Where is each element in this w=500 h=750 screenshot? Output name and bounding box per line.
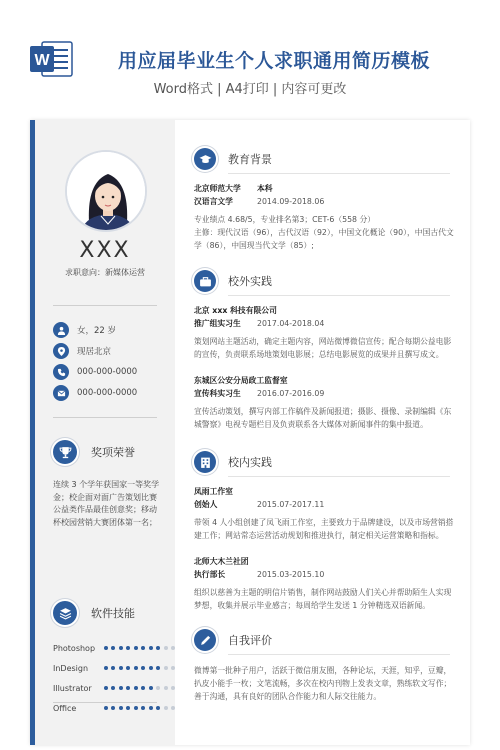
self-eval-block (194, 664, 456, 703)
skill-dot (164, 706, 168, 710)
skill-dot (164, 646, 168, 650)
graduation-cap-icon (194, 148, 216, 170)
skill-name: Office (53, 703, 77, 713)
education-gpa: 专业绩点 4.68/5，专业排名第3；CET-6（558 分） (194, 215, 376, 224)
phone-icon (53, 364, 69, 380)
skill-dot (119, 646, 123, 650)
skill-name: Illustrator (53, 683, 92, 693)
skill-dot (149, 646, 153, 650)
skill-dot (126, 666, 130, 670)
skill-dot (149, 706, 153, 710)
skill-dot (104, 686, 108, 690)
divider (228, 476, 450, 477)
skill-dot (126, 686, 130, 690)
email-text: 000-000-0000 (77, 388, 138, 398)
section-skills-title: 软件技能 (91, 607, 135, 620)
entry-role: 推广组实习生 (194, 319, 241, 328)
degree: 本科 (257, 184, 273, 193)
layers-icon (53, 601, 77, 625)
skill-dot (134, 706, 138, 710)
location-text: 现居北京 (77, 347, 112, 357)
skill-name: InDesign (53, 663, 89, 673)
skill-level-dots (104, 706, 176, 710)
divider (53, 305, 157, 306)
school-name: 北京师范大学 (194, 184, 241, 193)
skill-dot (104, 666, 108, 670)
section-oncampus-header (194, 451, 272, 473)
major: 汉语言文学 (194, 197, 233, 206)
skill-dot (111, 706, 115, 710)
skill-dot (119, 666, 123, 670)
info-email (53, 385, 137, 401)
page-header (0, 0, 500, 108)
briefcase-icon (194, 270, 216, 292)
entry-desc: 策划网站主题活动，确定主题内容，网站微博微信宣传；配合每期公益电影的宣传，负责联系场地策划电影展；总结电影展览的成果并且撰写成文。 (194, 337, 452, 359)
section-self-eval-header (194, 629, 272, 651)
building-icon (194, 451, 216, 473)
skill-level-dots (104, 686, 176, 690)
education-courses: 主修：现代汉语（96），古代汉语（92），中国文化概论（90），中国古代文学（86），中国现当代文学（85）; (194, 228, 454, 250)
section-oncampus-title: 校内实践 (228, 456, 272, 469)
avatar (65, 150, 147, 232)
divider (53, 417, 157, 418)
skill-dot (111, 646, 115, 650)
entry-org: 凤雨工作室 (194, 487, 233, 496)
skill-row (53, 682, 175, 694)
section-education-header (194, 148, 272, 170)
mail-icon (53, 385, 69, 401)
section-offcampus-title: 校外实践 (228, 275, 272, 288)
skill-dot (141, 706, 145, 710)
svg-text:W: W (34, 52, 50, 69)
entry-role: 宣传科实习生 (194, 389, 241, 398)
entry-org: 东城区公安分局政工监督室 (194, 376, 288, 385)
skill-dot (119, 706, 123, 710)
skill-dot (141, 686, 145, 690)
entry-period: 2015.07-2017.11 (257, 500, 325, 509)
entry-org: 北师大木兰社团 (194, 557, 249, 566)
oncampus-entry (194, 485, 456, 542)
page-title: 用应届毕业生个人求职通用简历模板 (118, 50, 431, 72)
pen-icon (194, 629, 216, 651)
skill-dot (164, 686, 168, 690)
skill-dot (141, 666, 145, 670)
divider (228, 654, 450, 655)
phone-text: 000-000-0000 (77, 367, 138, 377)
skill-dot (119, 686, 123, 690)
main-content (175, 120, 470, 745)
skill-dot (104, 646, 108, 650)
sidebar (35, 120, 175, 745)
skill-dot (104, 706, 108, 710)
divider (228, 173, 450, 174)
skill-dot (141, 646, 145, 650)
section-awards-title: 奖项荣誉 (91, 446, 135, 459)
entry-role: 执行部长 (194, 570, 226, 579)
entry-desc: 组织以慈善为主题的明信片销售，制作网站鼓励人们关心并帮助陌生人实现梦想，收集并展示毕业感言；每周给学生发送 1 分钟精选双语新闻。 (194, 588, 452, 610)
resume-page (30, 120, 470, 745)
skill-row (53, 702, 175, 714)
avatar-illustration-icon (67, 152, 147, 232)
info-phone (53, 364, 137, 380)
education-period: 2014.09-2018.06 (257, 197, 325, 206)
skill-dot (111, 686, 115, 690)
gender-age-text: 女，22 岁 (77, 326, 117, 336)
location-pin-icon (53, 343, 69, 359)
skill-dot (149, 666, 153, 670)
section-offcampus-header (194, 270, 272, 292)
skill-row (53, 662, 175, 674)
entry-period: 2017.04-2018.04 (257, 319, 325, 328)
skill-name: Photoshop (53, 643, 96, 653)
skill-row (53, 642, 175, 654)
offcampus-entry (194, 304, 456, 361)
skill-dot (156, 706, 160, 710)
entry-role: 创始人 (194, 500, 218, 509)
section-awards-header (53, 440, 135, 464)
entry-desc: 带领 4 人小组创建了凤飞雨工作室，主要致力于品牌建设，以及市场营销搭建工作；网站常态运营活动规划和推进执行，制定相关运营策略和指标。 (194, 518, 454, 540)
candidate-name: XXX (79, 238, 131, 263)
skill-level-dots (104, 666, 176, 670)
entry-period: 2016.07-2016.09 (257, 389, 325, 398)
word-logo-icon (30, 40, 74, 78)
skill-dot (156, 686, 160, 690)
skill-dot (156, 666, 160, 670)
section-self-eval-title: 自我评价 (228, 634, 272, 647)
job-intent: 求职意向：新媒体运营 (65, 268, 145, 277)
skill-dot (134, 646, 138, 650)
offcampus-entry (194, 374, 456, 431)
skill-level-dots (104, 646, 176, 650)
info-gender-age (53, 322, 116, 338)
skill-dot (156, 646, 160, 650)
section-skills-header (53, 601, 135, 625)
education-block (194, 182, 456, 252)
skill-dot (126, 706, 130, 710)
skill-dot (164, 666, 168, 670)
skill-dot (126, 646, 130, 650)
self-eval-text: 微博第一批种子用户，活跃于微信朋友圈，各种论坛，天涯，知乎，豆瓣，扒皮小能手一枚；文笔流畅，多次在校内刊物上发表文章，熟练软文写作；善于沟通，具有良好的团队合作能力和人际交往能力。 (194, 666, 452, 701)
oncampus-entry (194, 555, 456, 612)
entry-org: 北京 xxx 科技有限公司 (194, 306, 277, 315)
skill-dot (149, 686, 153, 690)
trophy-icon (53, 440, 77, 464)
divider (228, 295, 450, 296)
section-education-title: 教育背景 (228, 153, 272, 166)
awards-text: 连续 3 个学年获国家一等奖学金；校企面对面广告策划比赛公益类作品最佳创意奖；移动杯校园营销大赛团体第一名； (53, 480, 160, 527)
person-icon (53, 322, 69, 338)
skill-dot (134, 686, 138, 690)
info-location (53, 343, 111, 359)
skill-dot (111, 666, 115, 670)
entry-desc: 宣传活动策划，撰写内部工作稿件及新闻报道；摄影、摄像、录制编辑《东城警察》电视专题栏目及负责联系各大媒体对新闻事件的集中报道。 (194, 407, 452, 429)
page-subtitle: Word格式 | A4打印 | 内容可更改 (153, 82, 347, 97)
skill-dot (134, 666, 138, 670)
entry-period: 2015.03-2015.10 (257, 570, 325, 579)
